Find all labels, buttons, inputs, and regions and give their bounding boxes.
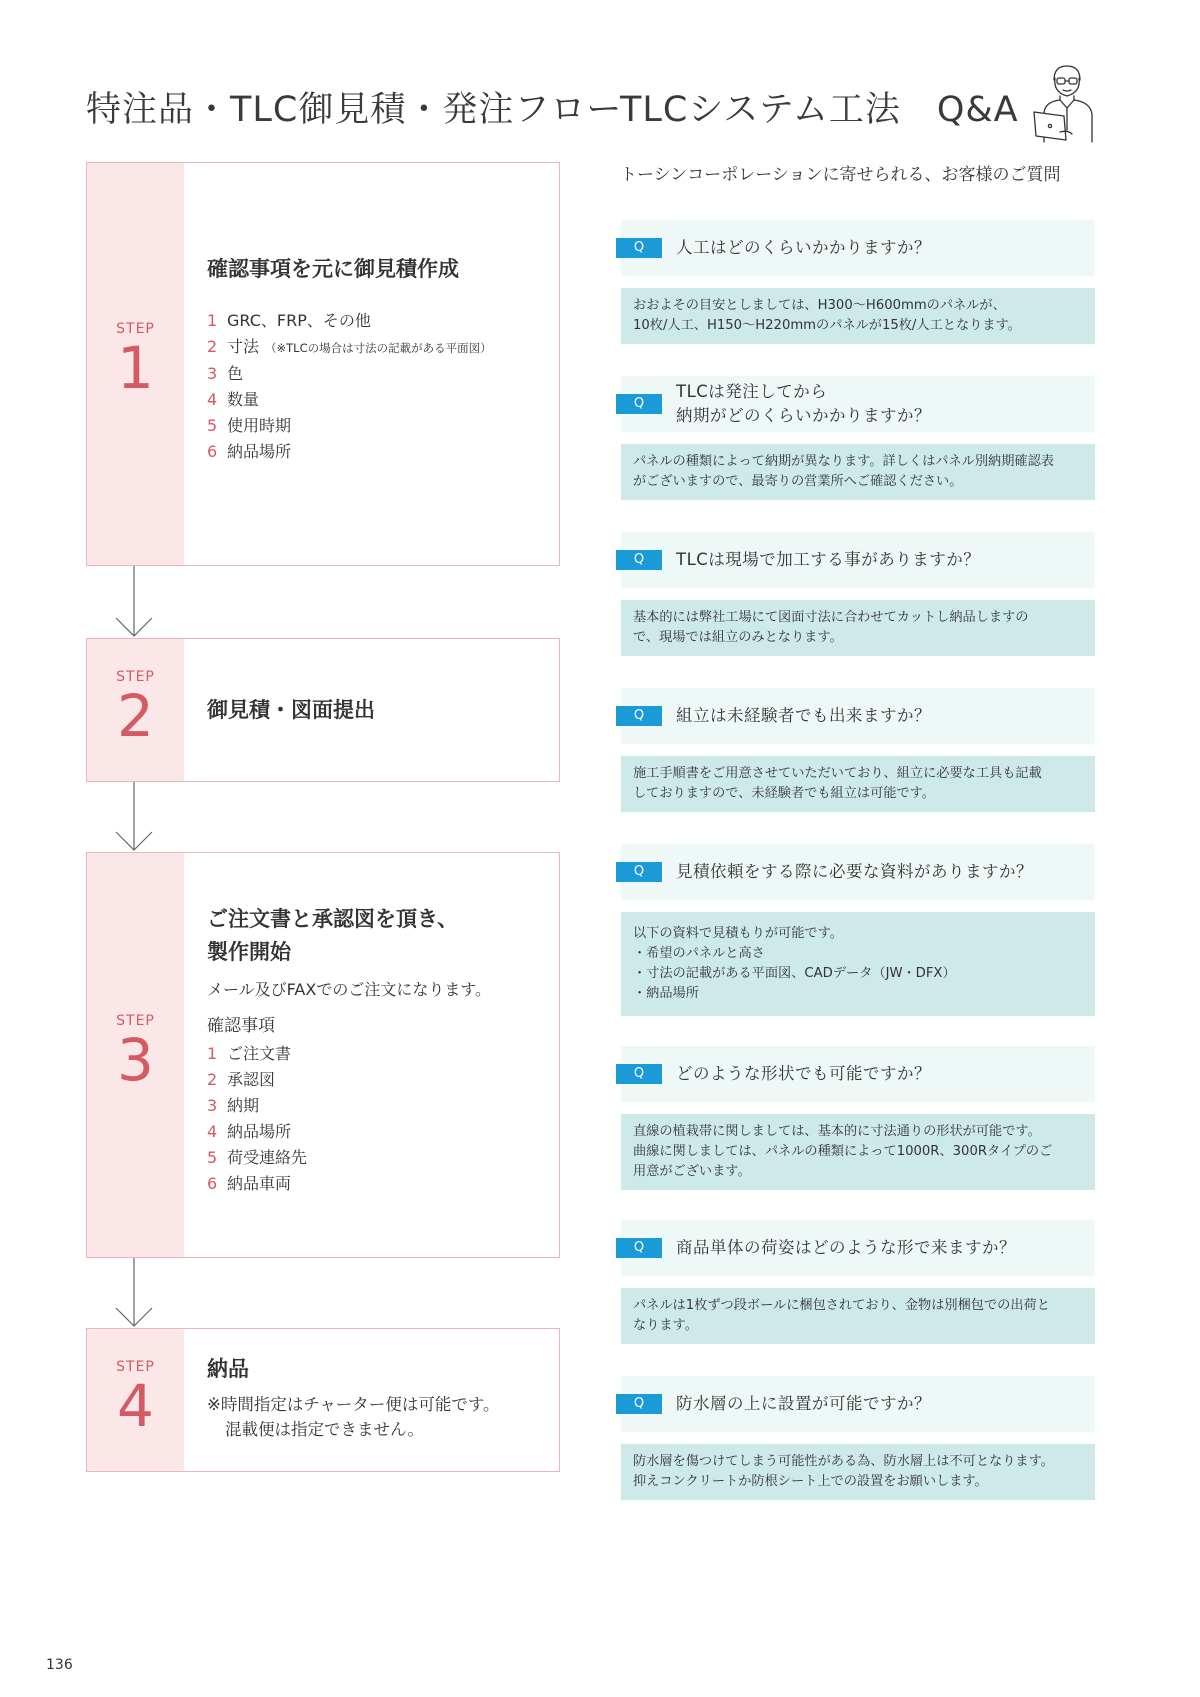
list-item: 4 納品場所 (207, 1122, 292, 1141)
answer-row (621, 912, 1095, 1016)
question-badge: Q (616, 238, 662, 258)
question-text: 防水層の上に設置が可能ですか？ (676, 1394, 931, 1413)
step-3-heading-line-1: ご注文書と承認図を頂き、 (207, 907, 459, 931)
answer-text: 防水層を傷つけてしまう可能性がある為、防水層上は不可となります。 抑えコンクリートか防根シート上での設置をお願いします。 (633, 1454, 1054, 1489)
question-row (621, 220, 1095, 276)
answer-row (621, 1444, 1095, 1500)
question-row (621, 1220, 1095, 1276)
answer-row (621, 444, 1095, 500)
question-badge: Q (616, 550, 662, 570)
step-1-box (86, 162, 560, 566)
step-2-number: 2 (117, 682, 154, 750)
answer-text: パネルの種類によって納期が異なります。詳しくはパネル別納期確認表 がございますので、最寄りの営業所へご確認ください。 (633, 454, 1054, 489)
step-4-box (86, 1328, 560, 1472)
qa-item-7 (621, 1220, 1095, 1344)
question-text: 商品単体の荷姿はどのような形で来ますか？ (676, 1238, 1016, 1257)
question-text: 組立は未経験者でも出来ますか？ (676, 706, 931, 725)
qa-item-5 (621, 844, 1095, 1016)
answer-row (621, 288, 1095, 344)
step-1-number: 1 (117, 334, 154, 402)
question-text: TLCは現場で加工する事がありますか？ (676, 550, 981, 569)
step-4-heading: 納品 (207, 1357, 249, 1381)
answer-text: おおよその目安としましては、H300〜H600mmのパネルが、 10枚/人工、H150〜H220mmのパネルが15枚/人工となります。 (633, 298, 1021, 333)
step-1-heading: 確認事項を元に御見積作成 (207, 257, 459, 281)
question-badge: Q (616, 706, 662, 726)
answer-row (621, 756, 1095, 812)
step-4-note-line-1: ※時間指定はチャーター便は可能です。 (207, 1395, 500, 1414)
list-item: 3 色 (207, 364, 244, 383)
qa-item-8 (621, 1376, 1095, 1500)
arrow-down-icon (114, 566, 154, 638)
step-3-number: 3 (117, 1026, 154, 1094)
step-3-label (87, 1013, 184, 1094)
question-row (621, 376, 1095, 432)
question-text: TLCは発注してから 納期がどのくらいかかりますか？ (676, 382, 931, 425)
list-item: 2 承認図 (207, 1070, 276, 1089)
answer-text: パネルは1枚ずつ段ボールに梱包されており、金物は別梱包での出荷と なります。 (633, 1298, 1050, 1333)
answer-row (621, 1114, 1095, 1190)
question-row (621, 1376, 1095, 1432)
dimension-note: （※TLCの場合は寸法の記載がある平面図） (265, 341, 492, 355)
answer-text: 以下の資料で見積もりが可能です。 ・希望のパネルと高さ ・寸法の記載がある平面図、CADデータ（JW・DFX） ・納品場所 (633, 926, 956, 1001)
question-row (621, 532, 1095, 588)
person-with-laptop-icon (1030, 60, 1100, 144)
list-item: 5 使用時期 (207, 416, 292, 435)
step-1-label (87, 321, 184, 402)
question-row (621, 844, 1095, 900)
qa-title: TLCシステム工法 Q&A (620, 90, 1019, 130)
qa-item-4 (621, 688, 1095, 812)
list-item: 4 数量 (207, 390, 260, 409)
step-3-word: STEP (116, 1013, 155, 1029)
question-badge: Q (616, 1394, 662, 1414)
answer-row (621, 1288, 1095, 1344)
question-badge: Q (616, 1238, 662, 1258)
list-item: 2 寸法 （※TLCの場合は寸法の記載がある平面図） (207, 337, 492, 356)
step-1-word: STEP (116, 321, 155, 337)
arrow-down-icon (114, 782, 154, 852)
question-text: 見積依頼をする際に必要な資料がありますか？ (676, 862, 1033, 881)
qa-item-6 (621, 1046, 1095, 1190)
list-item: 5 荷受連絡先 (207, 1148, 308, 1167)
list-item: 1 ご注文書 (207, 1044, 292, 1063)
step-2-label (87, 669, 184, 750)
step-2-word: STEP (116, 669, 155, 685)
step-3-list (207, 1041, 547, 1197)
step-2-box (86, 638, 560, 782)
list-item: 3 納期 (207, 1096, 260, 1115)
step-4-word: STEP (116, 1359, 155, 1375)
list-item: 1 GRC、FRP、その他 (207, 311, 371, 330)
answer-text: 基本的には弊社工場にて図面寸法に合わせてカットし納品しますの で、現場では組立のみとなります。 (633, 610, 1029, 645)
question-row (621, 688, 1095, 744)
question-text: どのような形状でも可能ですか？ (676, 1064, 931, 1083)
question-badge: Q (616, 1064, 662, 1084)
list-item: 6 納品車両 (207, 1174, 292, 1193)
step-3-heading-line-2: 製作開始 (207, 940, 291, 964)
step-3-subheading: 確認事項 (207, 1016, 275, 1036)
answer-text: 直線の植栽帯に関しましては、基本的に寸法通りの形状が可能です。 曲線に関しましては、パネルの種類によって1000R、300Rタイプのご 用意がございます。 (633, 1124, 1053, 1179)
answer-text: 施工手順書をご用意させていただいており、組立に必要な工具も記載 しておりますので、未経験者でも組立は可能です。 (633, 766, 1042, 801)
arrow-down-icon (114, 1258, 154, 1328)
page-number: 136 (46, 1657, 73, 1673)
question-badge: Q (616, 862, 662, 882)
step-4-note-line-2: 混載便は指定できません。 (225, 1420, 424, 1439)
step-3-box (86, 852, 560, 1258)
question-text: 人工はどのくらいかかりますか？ (676, 238, 931, 257)
qa-subtitle: トーシンコーポレーションに寄せられる、お客様のご質問 (620, 165, 1061, 185)
step-2-heading: 御見積・図面提出 (207, 698, 375, 722)
flow-title: 特注品・TLC御見積・発注フロー (86, 90, 623, 130)
step-3-order-method: メール及びFAXでのご注文になります。 (207, 980, 492, 999)
answer-row (621, 600, 1095, 656)
step-4-label (87, 1359, 184, 1440)
step-1-list (207, 308, 547, 465)
qa-item-1 (621, 220, 1095, 344)
qa-item-3 (621, 532, 1095, 656)
qa-item-2 (621, 376, 1095, 500)
question-row (621, 1046, 1095, 1102)
step-4-number: 4 (117, 1372, 154, 1440)
question-badge: Q (616, 394, 662, 414)
list-item: 6 納品場所 (207, 442, 292, 461)
